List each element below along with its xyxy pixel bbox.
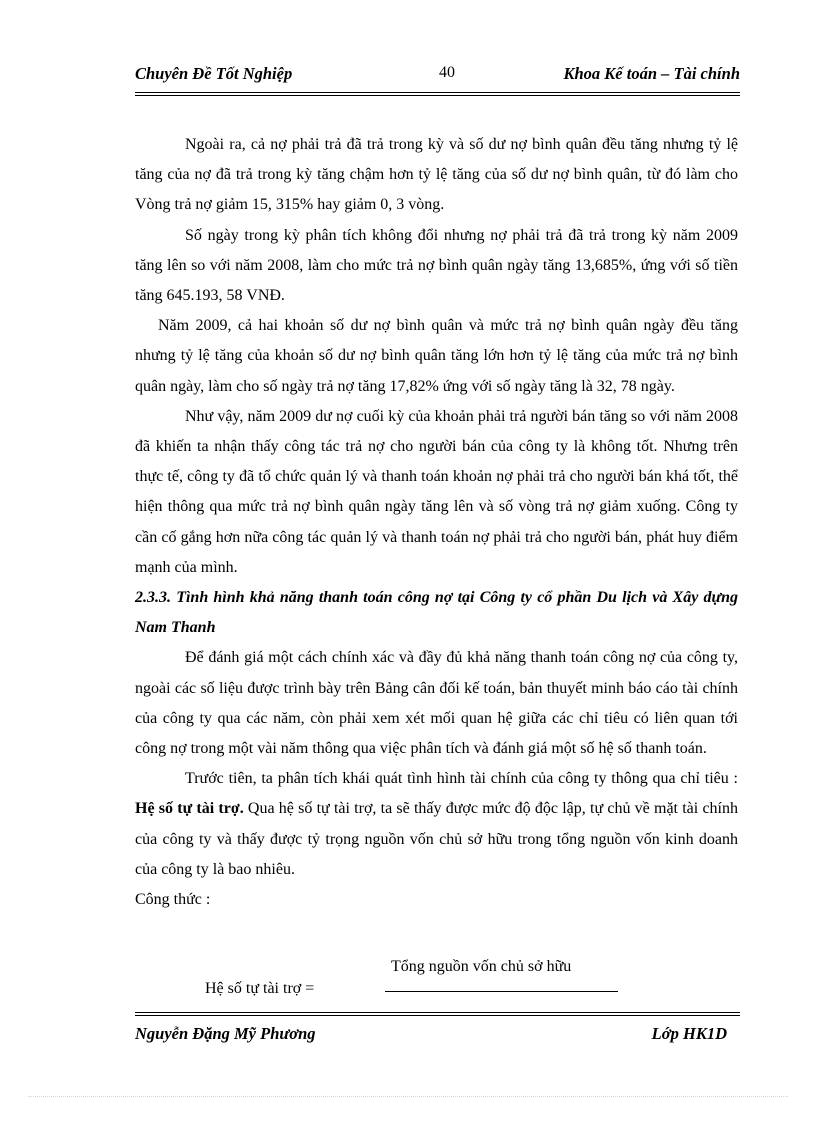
formula-numerator: Tổng nguồn vốn chủ sở hữu: [391, 958, 572, 975]
page-number: 40: [439, 64, 455, 81]
body-text: [135, 130, 738, 915]
page-footer: [135, 1024, 727, 1048]
paragraph-year-2009: Năm 2009, cả hai khoản số dư nợ bình quân và mức trả nợ bình quân ngày đều tăng nhưng tỷ lệ tăng của khoản số dư nợ bình quân tăng lớn hơn tỷ lệ tăng của mức trả nợ bình quân ngày, làm cho số ngày trả nợ tăng 17,82% ứng với số ngày tăng là 32, 78 ngày.: [135, 317, 738, 395]
footer-double-rule: [135, 1012, 740, 1016]
formula-intro: Công thức :: [135, 891, 211, 909]
paragraph-conclusion: Như vậy, năm 2009 dư nợ cuối kỳ của khoản phải trả người bán tăng so với năm 2008 đã khiến ta nhận thấy công tác trả nợ cho người bán của công ty là không tốt. Nhưng trên thực tế, công ty đã tổ chức quản lý và thanh toán khoản nợ phải trả cho người bán khá tốt, thể hiện thông qua mức trả nợ bình quân ngày tăng lên và số vòng trả nợ giảm xuống. Công ty cần cố gắng hơn nữa công tác quản lý và thanh toán nợ phải trả cho người bán, phát huy điểm mạnh của mình.: [135, 407, 738, 576]
footer-class: Lớp HK1D: [651, 1024, 727, 1043]
header-thesis-title: Chuyên Đề Tốt Nghiệp: [135, 64, 293, 83]
formula: [205, 958, 625, 1008]
formula-label: Hệ số tự tài trợ =: [205, 980, 315, 997]
self-financing-term: Hệ số tự tài trợ.: [135, 800, 244, 818]
header-faculty: Khoa Kế toán – Tài chính: [563, 64, 740, 83]
page-header: [135, 62, 740, 88]
section-heading: 2.3.3. Tình hình khả năng thanh toán công nợ tại Công ty cổ phần Du lịch và Xây dựng Nam Thanh: [135, 589, 738, 637]
footer-author: Nguyễn Đặng Mỹ Phương: [135, 1024, 316, 1043]
paragraph-evaluation: Để đánh giá một cách chính xác và đầy đủ khả năng thanh toán công nợ của công ty, ngoài các số liệu được trình bày trên Bảng cân đối kế toán, bản thuyết minh báo cáo tài chính của công ty qua các năm, còn phải xem xét mối quan hệ giữa các chỉ tiêu có liên quan tới công nợ trong một vài năm thông qua việc phân tích và đánh giá một số hệ số thanh toán.: [135, 649, 738, 758]
self-financing-text-before: Trước tiên, ta phân tích khái quát tình hình tài chính của công ty thông qua chỉ tiêu :: [185, 770, 738, 788]
header-double-rule: [135, 92, 740, 96]
fraction-line: [385, 991, 618, 992]
paragraph-debt-turnover: Ngoài ra, cả nợ phải trả đã trả trong kỳ và số dư nợ bình quân đều tăng nhưng tỷ lệ tăng của nợ đã trả trong kỳ tăng chậm hơn tỷ lệ tăng của số dư nợ bình quân, từ đó làm cho Vòng trả nợ giảm 15, 315% hay giảm 0, 3 vòng.: [135, 136, 738, 214]
paragraph-self-financing: [135, 764, 738, 885]
paragraph-days-in-period: Số ngày trong kỳ phân tích không đổi nhưng nợ phải trả đã trả trong kỳ năm 2009 tăng lên so với năm 2008, làm cho mức trả nợ bình quân ngày tăng 13,685%, ứng với số tiền tăng 645.193, 58 VNĐ.: [135, 226, 738, 305]
self-financing-text-after: Qua hệ số tự tài trợ, ta sẽ thấy được mức độ độc lập, tự chủ về mặt tài chính của công ty và thấy được tỷ trọng nguồn vốn chủ sở hữu trong tổng nguồn vốn kinh doanh của công ty là bao nhiêu.: [135, 800, 738, 878]
page-edge: [28, 1096, 788, 1097]
